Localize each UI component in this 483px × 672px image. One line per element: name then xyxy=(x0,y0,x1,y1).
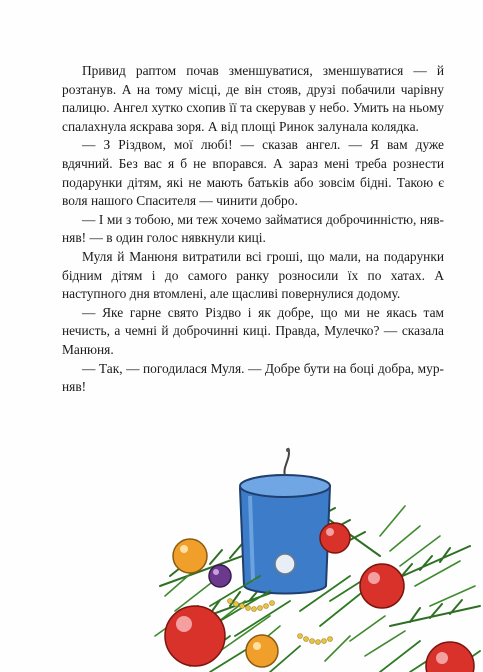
christmas-candle-illustration xyxy=(150,436,483,672)
paragraph-1: Привид раптом почав зменшуватися, зменшуватися — й розтанув. А на тому місці, де він стояв, друзі побачили чарівну палицю. Ангел хутко схопив її та скерував у небо. Умить на ньому спалахнула яскрава зоря. А від площі Ринок залунала колядка. xyxy=(62,63,444,134)
paragraph-2: — З Різдвом, мої любі! — сказав ангел. — Я вам дуже вдячний. Без вас я б не впорався. А зараз мені треба рознести подарунки дітям, які не мають батьків або зовсім бідні. Такою є воля нашого Спасителя — чинити добро. xyxy=(62,137,444,209)
story-text xyxy=(62,62,444,397)
paragraph-4: Муля й Манюня витратили всі гроші, що мали, на подарунки бідним дітям і до самого ранку розносили їх по хатах. А наступного дня втомлені, але щасливі повернулися додому. xyxy=(62,248,444,302)
paragraph-6: — Так, — погодилася Муля. — Добре бути на боці добра, мур-няв! xyxy=(62,360,444,395)
tinsel xyxy=(228,599,333,645)
paragraph-5: — Яке гарне свято Різдво і як добре, що ми не якась там нечисть, а чемні й доброчинні киці. Правда, Мулечко? — сказала Манюня. xyxy=(62,304,444,357)
paragraph-3: — І ми з тобою, ми теж хочемо займатися доброчинністю, няв-няв! — в один голос нявкнули киці. xyxy=(62,211,444,246)
